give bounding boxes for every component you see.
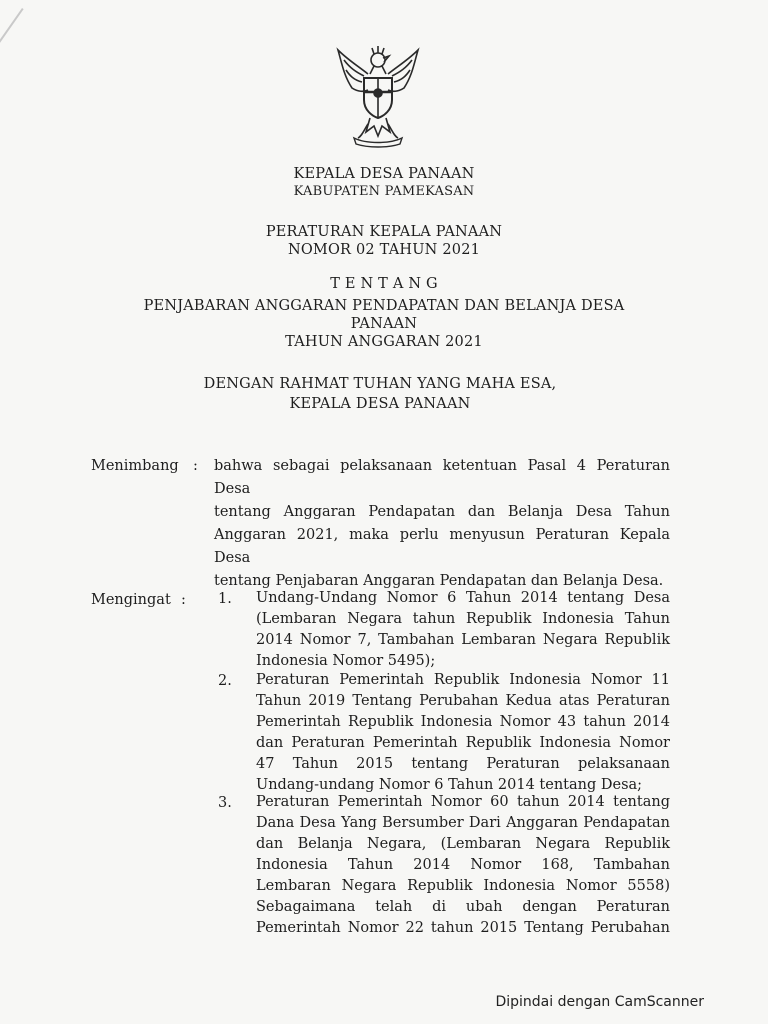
- mengingat-item-line: Dana Desa Yang Bersumber Dari Anggaran Pendapatan: [256, 815, 670, 831]
- mengingat-item-3: [256, 792, 670, 939]
- mengingat-item-line: dan Peraturan Pemerintah Republik Indonesia Nomor: [256, 735, 670, 751]
- mengingat-item-line: Sebagaimana telah di ubah dengan Peraturan: [256, 899, 670, 915]
- tentang-heading: T E N T A N G: [330, 276, 438, 292]
- menimbang-colon: :: [193, 458, 198, 474]
- mengingat-label: Mengingat: [91, 592, 171, 608]
- mengingat-colon: :: [181, 592, 186, 608]
- menimbang-text: [214, 455, 670, 593]
- mengingat-item-line: Indonesia Tahun 2014 Nomor 168, Tambahan: [256, 857, 670, 873]
- mengingat-item-line: Pemerintah Nomor 22 tahun 2015 Tentang Perubahan: [256, 920, 670, 936]
- mengingat-item-line: dan Belanja Negara, (Lembaran Negara Republik: [256, 836, 670, 852]
- garuda-emblem-icon: [334, 44, 422, 148]
- mengingat-item-2: [256, 670, 670, 796]
- mengingat-item-line: Pemerintah Republik Indonesia Nomor 43 tahun 2014: [256, 714, 670, 730]
- subject-line-1: PENJABARAN ANGGARAN PENDAPATAN DAN BELANJA DESA: [143, 298, 625, 314]
- mengingat-item-1: [256, 588, 670, 672]
- menimbang-line: Anggaran 2021, maka perlu menyusun Peraturan Kepala Desa: [214, 527, 670, 566]
- mengingat-item-line: Indonesia Nomor 5495);: [256, 653, 436, 669]
- office-title: KEPALA DESA PANAAN: [293, 166, 475, 182]
- mengingat-item-line: Undang-Undang Nomor 6 Tahun 2014 tentang Desa: [256, 590, 670, 606]
- subject-line-2: PANAAN: [350, 316, 418, 332]
- camscanner-watermark: Dipindai dengan CamScanner: [495, 994, 704, 1010]
- mengingat-item-line: (Lembaran Negara tahun Republik Indonesia Tahun: [256, 611, 670, 627]
- menimbang-line: bahwa sebagai pelaksanaan ketentuan Pasal 4 Peraturan Desa: [214, 458, 670, 497]
- mengingat-item-line: Lembaran Negara Republik Indonesia Nomor 5558): [256, 878, 670, 894]
- mengingat-item-line: 2014 Nomor 7, Tambahan Lembaran Negara Republik: [256, 632, 670, 648]
- menimbang-label: Menimbang: [91, 458, 179, 474]
- regulation-number: NOMOR 02 TAHUN 2021: [287, 242, 481, 258]
- preamble-line-1: DENGAN RAHMAT TUHAN YANG MAHA ESA,: [203, 376, 557, 392]
- mengingat-item-line: Undang-undang Nomor 6 Tahun 2014 tentang Desa;: [256, 777, 643, 793]
- mengingat-item-line: Peraturan Pemerintah Republik Indonesia Nomor 11: [256, 672, 670, 688]
- mengingat-item-line: 47 Tahun 2015 tentang Peraturan pelaksanaan: [256, 756, 670, 772]
- menimbang-line: tentang Anggaran Pendapatan dan Belanja Desa Tahun: [214, 504, 670, 520]
- subject-line-3: TAHUN ANGGARAN 2021: [285, 334, 483, 350]
- preamble-line-2: KEPALA DESA PANAAN: [289, 396, 471, 412]
- paper-fold-mark: [0, 8, 24, 88]
- mengingat-item-number: 2.: [218, 673, 232, 689]
- mengingat-item-line: Tahun 2019 Tentang Perubahan Kedua atas Peraturan: [256, 693, 670, 709]
- regulation-title: PERATURAN KEPALA PANAAN: [265, 224, 503, 240]
- regency-title: KABUPATEN PAMEKASAN: [293, 184, 475, 199]
- menimbang-line: tentang Penjabaran Anggaran Pendapatan dan Belanja Desa.: [214, 573, 664, 589]
- mengingat-item-number: 3.: [218, 795, 232, 811]
- mengingat-item-line: Peraturan Pemerintah Nomor 60 tahun 2014 tentang: [256, 794, 670, 810]
- mengingat-item-number: 1.: [218, 591, 232, 607]
